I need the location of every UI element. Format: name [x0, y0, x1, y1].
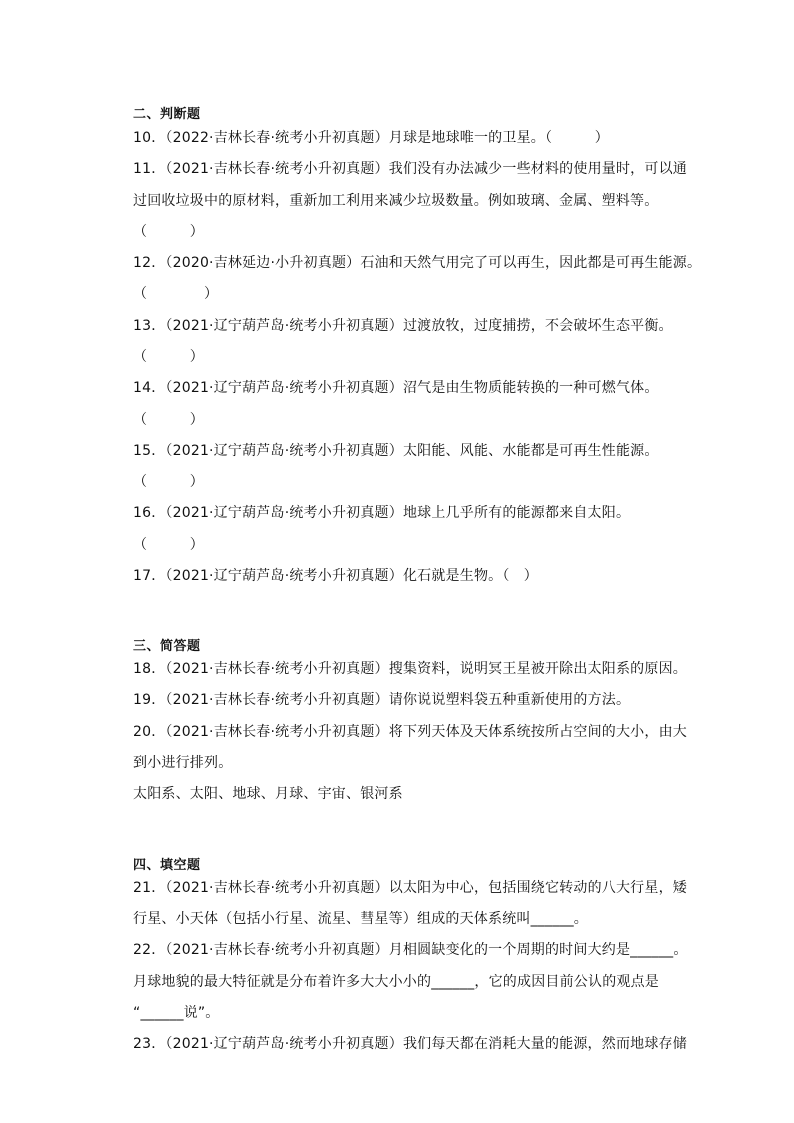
question-22-continuation: 月球地貌的最大特征就是分布着许多大大小小的______，它的成因目前公认的观点是	[133, 974, 659, 990]
question-text: 将下列天体及天体系统按所占空间的大小，由大	[388, 724, 687, 740]
question-source: （2021·吉林长春·统考小升初真题）	[165, 724, 389, 740]
answer-paren: （ ）	[133, 412, 204, 428]
question-21-continuation: 行星、小天体（包括小行星、流星、彗星等）组成的天体系统叫______。	[133, 911, 588, 927]
question-22-continuation-2: “______说”。	[133, 1005, 220, 1021]
section-heading-short-answer: 三、简答题	[133, 639, 201, 654]
question-15	[133, 441, 659, 461]
question-source: （2021·辽宁葫芦岛·统考小升初真题）	[165, 1036, 403, 1052]
question-text: 太阳能、风能、水能都是可再生性能源。	[402, 443, 659, 459]
question-14	[133, 378, 659, 398]
question-20-continuation: 到小进行排列。	[133, 755, 233, 771]
question-text: 以太阳为中心，包括围绕它转动的八大行星，矮	[388, 880, 687, 896]
question-23	[133, 1034, 687, 1054]
question-text: 石油和天然气用完了可以再生，因此都是可再生能源。	[360, 255, 702, 271]
question-number: 10．	[133, 130, 166, 146]
question-11	[133, 159, 687, 179]
question-source: （2021·辽宁葫芦岛·统考小升初真题）	[165, 443, 403, 459]
question-source: （2021·辽宁葫芦岛·统考小升初真题）	[165, 505, 403, 521]
question-text: 月相圆缺变化的一个周期的时间大约是______。	[388, 942, 688, 958]
question-16	[133, 503, 630, 523]
question-17	[133, 566, 538, 586]
question-source: （2021·吉林长春·统考小升初真题）	[165, 880, 389, 896]
question-source: （2021·吉林长春·统考小升初真题）	[165, 661, 389, 677]
question-20	[133, 722, 687, 742]
question-source: （2021·辽宁葫芦岛·统考小升初真题）	[165, 568, 403, 584]
question-source: （2021·吉林长春·统考小升初真题）	[165, 161, 389, 177]
question-number: 23．	[133, 1036, 166, 1052]
question-number: 17．	[133, 568, 166, 584]
question-text: 地球上几乎所有的能源都来自太阳。	[402, 505, 631, 521]
question-21	[133, 878, 687, 898]
question-text: 我们没有办法减少一些材料的使用量时，可以通	[388, 161, 687, 177]
question-text: 我们每天都在消耗大量的能源，然而地球存储	[402, 1036, 687, 1052]
question-11-continuation: 过回收垃圾中的原材料，重新加工利用来减少垃圾数量。例如玻璃、金属、塑料等。	[133, 193, 659, 209]
question-number: 18．	[133, 661, 166, 677]
question-number: 16．	[133, 505, 166, 521]
section-heading-judgement: 二、判断题	[133, 107, 201, 122]
question-source: （2021·吉林长春·统考小升初真题）	[165, 942, 389, 958]
question-text: 请你说说塑料袋五种重新使用的方法。	[388, 692, 631, 708]
question-19	[133, 690, 630, 710]
section-heading-fill-blank: 四、填空题	[133, 858, 201, 873]
question-20-items: 太阳系、太阳、地球、月球、宇宙、银河系	[133, 786, 403, 802]
question-source: （2022·吉林长春·统考小升初真题）	[165, 130, 389, 146]
answer-paren: （ ）	[133, 349, 204, 365]
question-number: 19．	[133, 692, 166, 708]
question-18	[133, 659, 687, 679]
question-source: （2020·吉林延边·小升初真题）	[165, 255, 361, 271]
question-number: 21．	[133, 880, 166, 896]
question-number: 11．	[133, 161, 166, 177]
question-13	[133, 316, 673, 336]
question-source: （2021·吉林长春·统考小升初真题）	[165, 692, 389, 708]
question-12	[133, 253, 701, 273]
question-number: 20．	[133, 724, 166, 740]
question-text: 沼气是由生物质能转换的一种可燃气体。	[402, 380, 659, 396]
question-number: 22．	[133, 942, 166, 958]
question-text: 月球是地球唯一的卫星。（ ）	[388, 130, 609, 146]
question-number: 14．	[133, 380, 166, 396]
answer-paren: （ ）	[133, 474, 204, 490]
question-text: 化石就是生物。（ ）	[402, 568, 538, 584]
question-text: 过渡放牧，过度捕捞，不会破坏生态平衡。	[402, 318, 673, 334]
question-22	[133, 940, 688, 960]
question-source: （2021·辽宁葫芦岛·统考小升初真题）	[165, 380, 403, 396]
question-source: （2021·辽宁葫芦岛·统考小升初真题）	[165, 318, 403, 334]
answer-paren: （ ）	[133, 286, 219, 302]
answer-paren: （ ）	[133, 537, 204, 553]
question-text: 搜集资料，说明冥王星被开除出太阳系的原因。	[388, 661, 687, 677]
question-number: 12．	[133, 255, 166, 271]
question-10	[133, 128, 609, 148]
answer-paren: （ ）	[133, 224, 204, 240]
question-number: 15．	[133, 443, 166, 459]
question-number: 13．	[133, 318, 166, 334]
